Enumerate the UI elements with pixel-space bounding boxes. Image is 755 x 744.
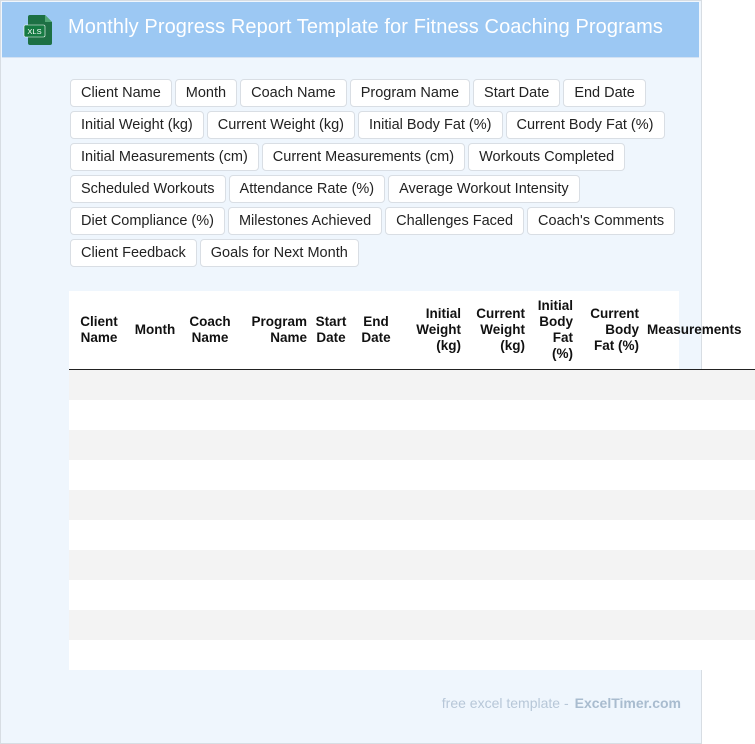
table-cell[interactable] [129, 520, 181, 550]
table-cell[interactable] [643, 430, 755, 460]
table-cell[interactable] [465, 460, 529, 490]
table-cell[interactable] [239, 580, 311, 610]
table-cell[interactable] [577, 460, 643, 490]
table-cell[interactable] [351, 400, 401, 430]
field-chip[interactable]: Scheduled Workouts [70, 175, 226, 203]
table-cell[interactable] [577, 520, 643, 550]
field-chip[interactable]: Current Measurements (cm) [262, 143, 465, 171]
table-cell[interactable] [401, 460, 465, 490]
table-cell[interactable] [181, 610, 239, 640]
field-chip-row [70, 175, 690, 207]
column-header[interactable]: Start Date [311, 291, 351, 370]
table-cell[interactable] [401, 520, 465, 550]
table-cell[interactable] [311, 370, 351, 401]
field-chip[interactable]: Coach's Comments [527, 207, 675, 235]
table-cell[interactable] [465, 490, 529, 520]
table-cell[interactable] [239, 520, 311, 550]
table-cell[interactable] [311, 640, 351, 670]
column-header[interactable]: Client Name [69, 291, 129, 370]
table-cell[interactable] [465, 550, 529, 580]
table-cell[interactable] [643, 580, 755, 610]
column-header[interactable]: Current Body Fat (%) [577, 291, 643, 370]
field-chip[interactable]: Workouts Completed [468, 143, 625, 171]
field-chip[interactable]: Current Weight (kg) [207, 111, 355, 139]
field-chip[interactable]: Client Feedback [70, 239, 197, 267]
table-cell[interactable] [311, 400, 351, 430]
column-header[interactable]: Initial Weight (kg) [401, 291, 465, 370]
table-row [69, 400, 755, 430]
table-cell[interactable] [311, 460, 351, 490]
table-cell[interactable] [181, 550, 239, 580]
table-cell[interactable] [643, 550, 755, 580]
table-cell[interactable] [239, 490, 311, 520]
table-cell[interactable] [577, 580, 643, 610]
table-cell[interactable] [239, 430, 311, 460]
table-cell[interactable] [181, 370, 239, 401]
table-cell[interactable] [529, 430, 577, 460]
table-cell[interactable] [129, 610, 181, 640]
table-cell[interactable] [351, 610, 401, 640]
table-cell[interactable] [529, 520, 577, 550]
table-cell[interactable] [577, 640, 643, 670]
table-cell[interactable] [643, 610, 755, 640]
field-chip[interactable]: Current Body Fat (%) [506, 111, 665, 139]
table-row [69, 580, 755, 610]
table-cell[interactable] [465, 640, 529, 670]
table-cell[interactable] [311, 550, 351, 580]
column-header[interactable]: Initial Body Fat (%) [529, 291, 577, 370]
footer-brand-link[interactable]: ExcelTimer.com [574, 695, 681, 711]
table-cell[interactable] [401, 370, 465, 401]
table-cell[interactable] [311, 610, 351, 640]
table-cell[interactable] [351, 460, 401, 490]
table-cell[interactable] [643, 370, 755, 401]
table-cell[interactable] [69, 460, 129, 490]
field-chip[interactable]: Average Workout Intensity [388, 175, 580, 203]
table-cell[interactable] [643, 490, 755, 520]
field-chip[interactable]: Month [175, 79, 237, 107]
table-row [69, 490, 755, 520]
table-cell[interactable] [129, 550, 181, 580]
table-cell[interactable] [311, 430, 351, 460]
field-chip[interactable]: Initial Body Fat (%) [358, 111, 503, 139]
table-cell[interactable] [69, 610, 129, 640]
footer-text: free excel template - [441, 695, 569, 711]
column-header[interactable]: Current Weight (kg) [465, 291, 529, 370]
field-chip[interactable]: Initial Weight (kg) [70, 111, 204, 139]
table-row [69, 610, 755, 640]
field-chip[interactable]: Milestones Achieved [228, 207, 382, 235]
table-cell[interactable] [129, 580, 181, 610]
table-row [69, 460, 755, 490]
table-cell[interactable] [181, 580, 239, 610]
table-cell[interactable] [351, 520, 401, 550]
table-row [69, 370, 755, 401]
field-chip-row [70, 207, 690, 239]
field-chip-row [70, 79, 690, 111]
table-cell[interactable] [239, 400, 311, 430]
table-cell[interactable] [311, 520, 351, 550]
table-cell[interactable] [529, 610, 577, 640]
field-chip-row [70, 111, 690, 143]
table-body [69, 370, 755, 671]
table-cell[interactable] [643, 400, 755, 430]
table-cell[interactable] [181, 520, 239, 550]
field-chip-row [70, 239, 690, 271]
field-chip[interactable]: Goals for Next Month [200, 239, 359, 267]
table-cell[interactable] [577, 400, 643, 430]
xls-file-icon [24, 15, 52, 45]
table-cell[interactable] [529, 460, 577, 490]
table-cell[interactable] [529, 640, 577, 670]
table-cell[interactable] [401, 400, 465, 430]
table-header-row [69, 291, 755, 370]
field-chip[interactable]: Program Name [350, 79, 470, 107]
table-cell[interactable] [181, 430, 239, 460]
table-cell[interactable] [529, 490, 577, 520]
table-cell[interactable] [129, 370, 181, 401]
field-chip[interactable]: Attendance Rate (%) [229, 175, 386, 203]
table-cell[interactable] [181, 640, 239, 670]
table-cell[interactable] [351, 580, 401, 610]
field-chip[interactable]: Client Name [70, 79, 172, 107]
table-cell[interactable] [351, 430, 401, 460]
table-cell[interactable] [529, 370, 577, 401]
field-chip-list [70, 79, 690, 271]
table-cell[interactable] [577, 490, 643, 520]
table-cell[interactable] [643, 460, 755, 490]
table-cell[interactable] [351, 370, 401, 401]
table-cell[interactable] [69, 550, 129, 580]
table-cell[interactable] [577, 430, 643, 460]
table-cell[interactable] [129, 400, 181, 430]
field-chip[interactable]: Start Date [473, 79, 560, 107]
table-cell[interactable] [181, 460, 239, 490]
column-header[interactable]: End Date [351, 291, 401, 370]
table-row [69, 430, 755, 460]
table-cell[interactable] [577, 610, 643, 640]
table-cell[interactable] [239, 550, 311, 580]
report-table [69, 291, 742, 670]
field-chip[interactable]: Coach Name [240, 79, 347, 107]
table-cell[interactable] [129, 490, 181, 520]
table-cell[interactable] [465, 370, 529, 401]
table-cell[interactable] [401, 550, 465, 580]
table-cell[interactable] [465, 430, 529, 460]
table-cell[interactable] [129, 430, 181, 460]
column-header[interactable]: Coach Name [181, 291, 239, 370]
table-row [69, 520, 755, 550]
table-cell[interactable] [465, 520, 529, 550]
xls-icon-text: XLS [27, 27, 42, 37]
table-row [69, 640, 755, 670]
table-cell[interactable] [239, 460, 311, 490]
table-cell[interactable] [401, 640, 465, 670]
table-cell[interactable] [69, 400, 129, 430]
table-cell[interactable] [643, 520, 755, 550]
table-cell[interactable] [401, 580, 465, 610]
table-cell[interactable] [529, 550, 577, 580]
table-cell[interactable] [351, 550, 401, 580]
footer [442, 695, 681, 711]
column-header[interactable]: Month [129, 291, 181, 370]
column-header[interactable]: Measurements [643, 291, 755, 370]
table-cell[interactable] [311, 580, 351, 610]
field-chip[interactable]: Initial Measurements (cm) [70, 143, 259, 171]
table-cell[interactable] [239, 640, 311, 670]
table-cell[interactable] [401, 610, 465, 640]
table-cell[interactable] [401, 430, 465, 460]
table-cell[interactable] [577, 370, 643, 401]
table-cell[interactable] [465, 580, 529, 610]
table-row [69, 550, 755, 580]
table-cell[interactable] [69, 430, 129, 460]
table-cell[interactable] [239, 610, 311, 640]
table-cell[interactable] [69, 640, 129, 670]
table-cell[interactable] [577, 550, 643, 580]
table-cell[interactable] [69, 490, 129, 520]
table-cell[interactable] [465, 610, 529, 640]
table-cell[interactable] [643, 640, 755, 670]
table-cell[interactable] [529, 400, 577, 430]
table-cell[interactable] [181, 400, 239, 430]
table-cell[interactable] [351, 640, 401, 670]
field-chip[interactable]: Challenges Faced [385, 207, 524, 235]
column-header[interactable]: Program Name [239, 291, 311, 370]
table-cell[interactable] [69, 580, 129, 610]
table-cell[interactable] [239, 370, 311, 401]
table-cell[interactable] [401, 490, 465, 520]
table-cell[interactable] [129, 640, 181, 670]
field-chip-row [70, 143, 690, 175]
table-cell[interactable] [465, 400, 529, 430]
table-cell[interactable] [69, 370, 129, 401]
field-chip[interactable]: Diet Compliance (%) [70, 207, 225, 235]
table-cell[interactable] [529, 580, 577, 610]
table-cell[interactable] [351, 490, 401, 520]
header-bar [2, 2, 699, 58]
table-cell[interactable] [129, 460, 181, 490]
field-chip[interactable]: End Date [563, 79, 645, 107]
table-cell[interactable] [311, 490, 351, 520]
page-title: Monthly Progress Report Template for Fitness Coaching Programs [68, 16, 663, 38]
table-cell[interactable] [69, 520, 129, 550]
table-cell[interactable] [181, 490, 239, 520]
